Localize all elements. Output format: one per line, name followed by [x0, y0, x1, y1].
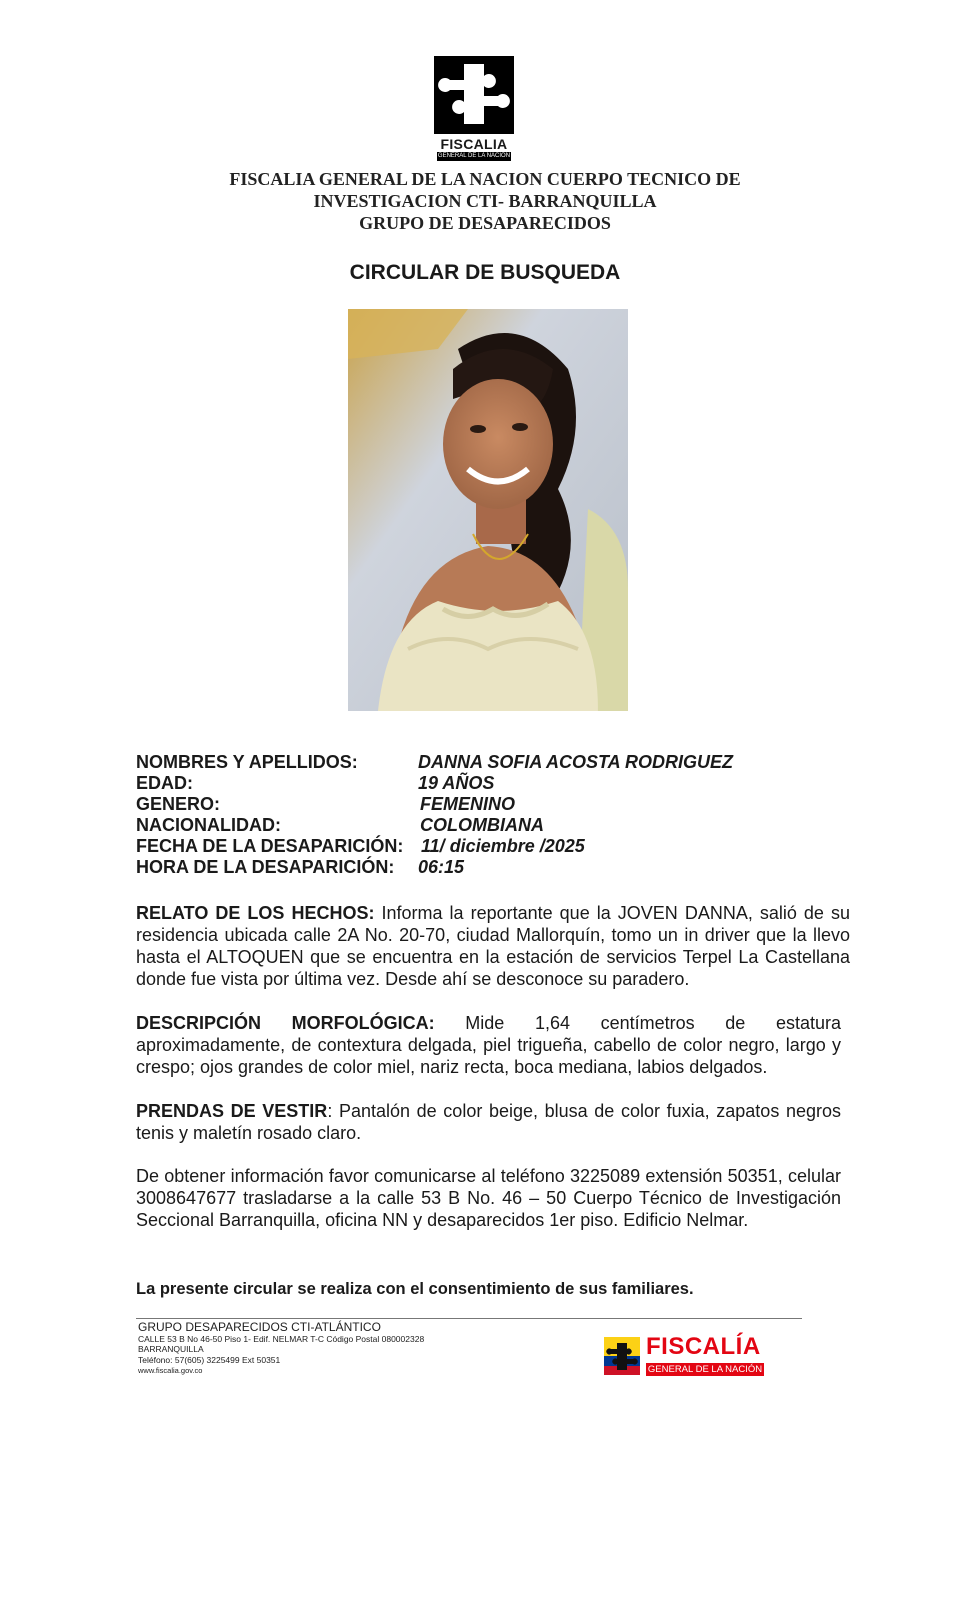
footer-phone: Teléfono: 57(605) 3225499 Ext 50351 — [138, 1355, 281, 1365]
value-nacionalidad: COLOMBIANA — [420, 815, 544, 835]
logo-sub: GENERAL DE LA NACIÓN — [437, 153, 511, 159]
prendas-paragraph — [136, 1100, 841, 1144]
relato-paragraph — [136, 902, 850, 990]
puzzle-logo-icon — [434, 56, 514, 134]
header-line-3: GRUPO DE DESAPARECIDOS — [359, 213, 611, 233]
prendas-label: PRENDAS DE VESTIR — [136, 1101, 328, 1121]
header-line-2: INVESTIGACION CTI- BARRANQUILLA — [313, 191, 657, 211]
page-title: CIRCULAR DE BUSQUEDA — [349, 261, 621, 284]
fiscalia-logo — [434, 56, 514, 162]
descripcion-paragraph — [136, 1012, 841, 1078]
label-genero: GENERO: — [136, 794, 221, 814]
value-edad: 19 AÑOS — [418, 773, 495, 793]
label-edad: EDAD: — [136, 773, 193, 793]
label-nacionalidad: NACIONALIDAD: — [136, 815, 281, 835]
brand-sub: GENERAL DE LA NACIÓN — [647, 1364, 763, 1375]
value-fecha: 11/ diciembre /2025 — [421, 836, 585, 856]
contacto-paragraph: De obtener información favor comunicarse al teléfono 3225089 extensión 50351, celular 3008647677 trasladarse a la calle 53 B No. 46 – 50 Cuerpo Técnico de Investigación Seccional Barranquilla, oficina NN y desaparecidos 1er piso. Edificio Nelmar. — [136, 1166, 841, 1230]
descripcion-text: Mide 1,64 centímetros de estatura aproximadamente, de contextura delgada, piel trigueña, cabello de color negro, largo y crespo; ojos grandes de color miel, nariz recta, boca mediana, labios delgados. — [136, 1013, 841, 1077]
footer-address: CALLE 53 B No 46-50 Piso 1- Edif. NELMAR T-C Código Postal 080002328 — [138, 1334, 425, 1344]
label-hora: HORA DE LA DESAPARICIÓN: — [136, 857, 395, 877]
relato-text: Informa la reportante que la JOVEN DANNA, salió de su residencia ubicada calle 2A No. 20-70, ciudad Mallorquín, tomo un in driver que la llevo hasta el ALTOQUEN que se encuentra en la estación de servicios Terpel La Castellana donde fue vista por última vez. Desde ahí se desconoce su paradero. — [136, 903, 850, 989]
descripcion-label: DESCRIPCIÓN MORFOLÓGICA: — [136, 1013, 435, 1033]
consent-note: La presente circular se realiza con el consentimiento de sus familiares. — [136, 1280, 694, 1298]
footer-city: BARRANQUILLA — [138, 1344, 204, 1354]
missing-person-photo — [348, 309, 628, 711]
logo-name: FISCALIA — [440, 136, 508, 152]
footer-group: GRUPO DESAPARECIDOS CTI-ATLÁNTICO — [138, 1320, 381, 1334]
prendas-text: : Pantalón de color beige, blusa de color fuxia, zapatos negros tenis y maletín rosado claro. — [136, 1101, 841, 1143]
value-hora: 06:15 — [418, 857, 465, 877]
value-nombres: DANNA SOFIA ACOSTA RODRIGUEZ — [418, 752, 733, 772]
header-line-1: FISCALIA GENERAL DE LA NACION CUERPO TECNICO DE — [229, 169, 741, 189]
label-fecha: FECHA DE LA DESAPARICIÓN: — [136, 836, 404, 856]
footer-divider — [136, 1318, 802, 1319]
fiscalia-brand — [604, 1335, 770, 1377]
relato-label: RELATO DE LOS HECHOS: — [136, 903, 375, 923]
label-nombres: NOMBRES Y APELLIDOS: — [136, 752, 358, 772]
footer-website: www.fiscalia.gov.co — [138, 1366, 203, 1375]
brand-name: FISCALÍA — [646, 1333, 761, 1360]
value-genero: FEMENINO — [420, 794, 516, 814]
